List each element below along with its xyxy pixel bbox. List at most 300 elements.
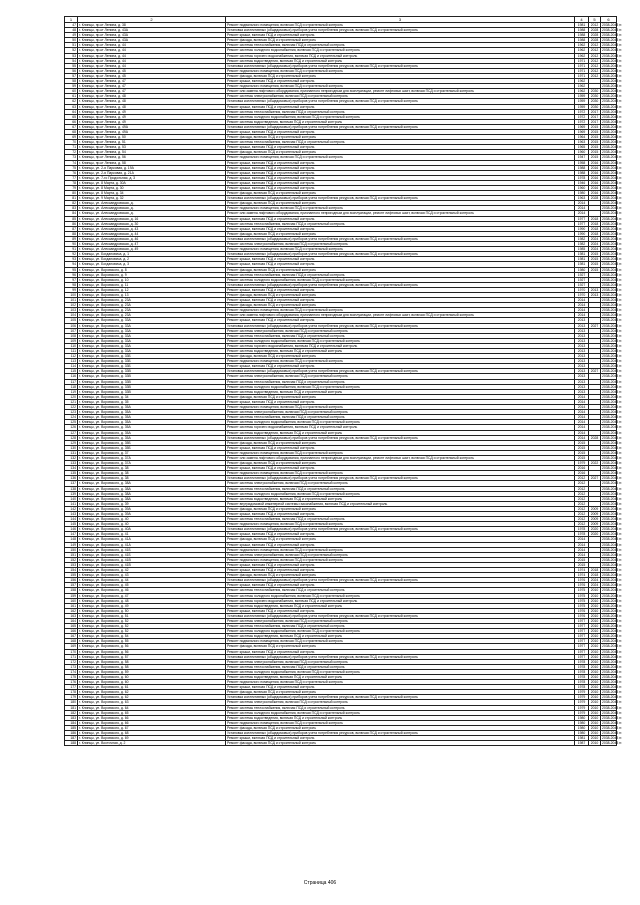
work-type-cell: Ремонт системы холодного водоснабжения, включая ПСД и строительный контроль — [226, 277, 575, 282]
year-built-cell: 1988 — [575, 170, 589, 175]
work-type-cell: Ремонт фасада, включая ПСД и строительный контроль — [226, 73, 575, 78]
row-number: 153 — [65, 562, 78, 567]
row-number: 53 — [65, 53, 78, 58]
work-type-cell: Ремонт крыши, включая ПСД и строительный контроль — [226, 568, 575, 573]
work-type-cell: Ремонт крыши, включая ПСД и строительный контроль — [226, 79, 575, 84]
row-number: 62 — [65, 99, 78, 104]
year-built-cell: 2015 — [575, 445, 589, 450]
year-last-repair-cell: 2015 — [589, 150, 601, 155]
work-type-cell: Ремонт системы горячего водоснабжения, включая ПСД и строительный контроль — [226, 343, 575, 348]
planned-period-cell: 2038-2043 гг. — [602, 410, 623, 415]
year-built-cell: 2014 — [575, 537, 589, 542]
year-last-repair-cell: 2010 — [589, 618, 601, 623]
year-last-repair-cell: 2010 — [589, 680, 601, 685]
year-built-cell: 2013 — [575, 364, 589, 369]
year-built-cell: 2014 — [575, 308, 589, 313]
row-number: 61 — [65, 94, 78, 99]
address-cell: г. Клинцы, ул. Воровского, д. 39А — [78, 506, 226, 511]
year-last-repair-cell: 2015 — [589, 145, 601, 150]
row-number: 107 — [65, 328, 78, 333]
address-cell: г. Клинцы, пр-кт Ленина, д. 49 — [78, 119, 226, 124]
address-cell: г. Клинцы, ул. Воровского, д. 39 — [78, 501, 226, 506]
page-number: Страница 406 — [303, 880, 337, 886]
year-built-cell: 1978 — [575, 664, 589, 669]
work-type-cell: Ремонт системы горячего водоснабжения, включая ПСД и строительный контроль — [226, 598, 575, 603]
work-type-cell: Ремонт системы водоотведения, включая ПСД и строительный контроль — [226, 430, 575, 435]
column-number-3: 3 — [226, 17, 575, 23]
year-last-repair-cell: 2010 — [589, 639, 601, 644]
year-built-cell: 1976 — [575, 583, 589, 588]
row-number: 76 — [65, 170, 78, 175]
year-last-repair-cell: 2027 — [589, 323, 601, 328]
year-last-repair-cell: 2010 — [589, 720, 601, 725]
planned-period-cell: 2038-2043 гг. — [602, 349, 623, 353]
work-type-cell: Ремонт или замена лифтового оборудования, признанного непригодным для эксплуатации, ремонт лифтовых шахт, включая ПСД и строительный контроль — [226, 455, 575, 460]
year-last-repair-cell: 2017 — [589, 119, 601, 124]
address-cell: г. Клинцы, ул. Воровского, д. 33Б — [78, 354, 226, 359]
address-cell: г. Клинцы, пр-кт Ленина, д. 44 — [78, 48, 226, 53]
planned-period-cell: 2038-2043 гг. — [602, 634, 623, 639]
planned-period-cell: 2038-2043 гг. — [602, 445, 623, 450]
work-type-cell: Ремонт системы теплоснабжения, включая ПСД и строительный контроль — [226, 588, 575, 593]
planned-period-cell: 2038-2043 гг. — [602, 79, 623, 84]
row-number: 131 — [65, 450, 78, 455]
year-last-repair-cell: 2015 — [589, 252, 601, 257]
row-number: 163 — [65, 613, 78, 618]
address-cell: г. Клинцы, ул. Воровского, д. 35Б — [78, 440, 226, 445]
address-cell: г. Клинцы, ул. Воровского, д. 9 — [78, 272, 226, 277]
year-last-repair-cell: 2013 — [589, 287, 601, 292]
row-number: 122 — [65, 405, 78, 410]
work-type-cell: Ремонт системы горячего водоснабжения, включая ПСД и строительный контроль — [226, 425, 575, 430]
planned-period-cell: 2038-2043 гг. — [602, 690, 623, 695]
planned-period-cell: 2038-2043 гг. — [602, 649, 623, 654]
work-type-cell: Ремонт подвального помещения, включая ПСД и строительный контроль — [226, 23, 575, 28]
year-last-repair-cell: 2010 — [589, 715, 601, 720]
work-type-cell: Ремонт системы холодного водоснабжения, включая ПСД и строительный контроль — [226, 491, 575, 496]
year-built-cell: 1976 — [575, 578, 589, 583]
planned-period-cell: 2038-2043 гг. — [602, 129, 623, 134]
row-number: 118 — [65, 384, 78, 389]
row-number: 175 — [65, 675, 78, 680]
work-type-cell: Ремонт системы теплоснабжения, включая ПСД и строительный контроль — [226, 333, 575, 338]
address-cell: г. Клинцы, пр-кт Ленина, д. 43А — [78, 38, 226, 43]
row-number: 117 — [65, 379, 78, 384]
planned-period-cell: 2038-2043 гг. — [602, 491, 623, 496]
planned-period-cell: 2038-2043 гг. — [602, 450, 623, 455]
row-number: 47 — [65, 23, 78, 28]
row-number: 150 — [65, 547, 78, 552]
work-type-cell: Ремонт крыши, включая ПСД и строительный контроль — [226, 33, 575, 38]
year-built-cell: 1980 — [575, 725, 589, 730]
row-number: 88 — [65, 231, 78, 236]
work-type-cell: Ремонт фасада, включая ПСД и строительный контроль — [226, 191, 575, 196]
work-type-cell: Ремонт фасада, включая ПСД и строительный контроль — [226, 506, 575, 511]
planned-period-cell: 2038-2043 гг. — [602, 211, 623, 216]
year-built-cell: 1962 — [575, 84, 589, 89]
row-number: 82 — [65, 201, 78, 206]
year-last-repair-cell: 2012 — [589, 48, 601, 53]
planned-period-cell: 2038-2043 гг. — [602, 471, 623, 476]
planned-period-cell: 2038-2043 гг. — [602, 532, 623, 537]
row-number: 104 — [65, 313, 78, 318]
address-cell: г. Клинцы, пр-кт Ленина, д. 53 — [78, 145, 226, 150]
year-built-cell: 1964 — [575, 135, 589, 140]
year-built-cell: 1927 — [575, 272, 589, 277]
row-number: 63 — [65, 104, 78, 109]
year-built-cell: 1972 — [575, 119, 589, 124]
planned-period-cell: 2038-2043 гг. — [602, 292, 623, 297]
year-built-cell: 1988 — [575, 28, 589, 33]
year-built-cell: 2013 — [575, 374, 589, 379]
year-built-cell: 1981 — [575, 257, 589, 262]
address-cell: г. Клинцы, ул. Воровского, д. 62 — [78, 690, 226, 695]
address-cell: г. Клинцы, ул. Воровского, д. 38 — [78, 471, 226, 476]
year-built-cell: 1970 — [575, 292, 589, 297]
address-cell: г. Клинцы, ул. Воровского, д. 33А — [78, 343, 226, 348]
work-type-cell: Ремонт крыши, включая ПСД и строительный контроль — [226, 257, 575, 262]
address-cell: г. Клинцы, ул. Александровская, д. — [78, 206, 226, 211]
address-cell: г. Клинцы, ул. Воровского, д. 55 — [78, 639, 226, 644]
address-cell: г. Клинцы, ул. Богдановича, д. 2 — [78, 257, 226, 262]
row-number: 177 — [65, 685, 78, 690]
year-last-repair-cell: 2030 — [589, 94, 601, 99]
year-built-cell: 2014 — [575, 303, 589, 308]
work-type-cell: Ремонт системы электроснабжения, включая ПСД и строительный контроль — [226, 410, 575, 415]
planned-period-cell: 2038-2043 гг. — [602, 38, 623, 43]
address-cell: г. Клинцы, ул. Воровского, д. 33В — [78, 389, 226, 394]
address-cell: г. Клинцы, ул. Воровского, д. 39А — [78, 512, 226, 517]
year-last-repair-cell: 2009 — [589, 517, 601, 522]
planned-period-cell: 2038-2043 гг. — [602, 389, 623, 394]
address-cell: г. Клинцы, ул. Воровского, д. 38А — [78, 496, 226, 501]
address-cell: г. Клинцы, пр-кт Ленина, д. 48 — [78, 99, 226, 104]
row-number: 80 — [65, 191, 78, 196]
address-cell: г. Клинцы, ул. Воровского, д. 38А — [78, 491, 226, 496]
planned-period-cell: 2038-2043 гг. — [602, 517, 623, 522]
row-number: 185 — [65, 725, 78, 730]
row-number: 89 — [65, 236, 78, 241]
address-cell: г. Клинцы, ул. Воровского, д. 35А — [78, 415, 226, 420]
work-type-cell: Ремонт или замена лифтового оборудования, признанного непригодным для эксплуатации, ремонт лифтовых шахт, включая ПСД и строительный контроль — [226, 211, 575, 216]
planned-period-cell: 2038-2043 гг. — [602, 613, 623, 618]
address-cell: г. Клинцы, ул. Воровского, д. 33А — [78, 338, 226, 343]
planned-period-cell: 2038-2043 гг. — [602, 73, 623, 78]
row-number: 146 — [65, 527, 78, 532]
row-number: 138 — [65, 486, 78, 491]
address-cell: г. Клинцы, пр-кт Ленина, д. 43А — [78, 33, 226, 38]
year-built-cell: 1975 — [575, 603, 589, 608]
year-built-cell: 1927 — [575, 282, 589, 287]
work-type-cell: Ремонт фасада, включая ПСД и строительный контроль — [226, 231, 575, 236]
address-cell: г. Клинцы, пр-кт Ленина, д. 38 — [78, 23, 226, 28]
work-type-cell: Ремонт системы электроснабжения, включая ПСД и строительный контроль — [226, 481, 575, 486]
year-last-repair-cell: 2010 — [589, 613, 601, 618]
planned-period-cell: 2038-2043 гг. — [602, 725, 623, 730]
row-number: 84 — [65, 211, 78, 216]
address-cell: г. Клинцы, ул. Воровского, д. 52 — [78, 618, 226, 623]
row-number: 137 — [65, 481, 78, 486]
row-number: 169 — [65, 644, 78, 649]
address-cell: г. Клинцы, ул. Воровского, д. 33А — [78, 349, 226, 354]
year-built-cell: 2014 — [575, 547, 589, 552]
year-last-repair-cell: 2012 — [589, 53, 601, 58]
column-number-6: 6 — [601, 17, 617, 23]
address-cell: г. Клинцы, ул. Воровского, д. 11 — [78, 282, 226, 287]
year-built-cell: 2012 — [575, 486, 589, 491]
planned-period-cell: 2038-2043 гг. — [602, 318, 623, 323]
row-number: 115 — [65, 369, 78, 374]
planned-period-cell: 2038-2043 гг. — [602, 557, 623, 562]
year-built-cell: 1959 — [575, 99, 589, 104]
address-cell: г. Клинцы, пр-кт Ленина, д. 43А — [78, 28, 226, 33]
work-type-cell: Ремонт крыши, включая ПСД и строительный контроль — [226, 287, 575, 292]
year-last-repair-cell: 2010 — [589, 725, 601, 730]
year-built-cell: 1969 — [575, 129, 589, 134]
address-cell: г. Клинцы, ул. Воровского, д. 12 — [78, 287, 226, 292]
work-type-cell: Установка коллективных (общедомовых) приборов учета потребления ресурсов, включая ПСД и строительный контроль — [226, 527, 575, 532]
work-type-cell: Установка коллективных (общедомовых) приборов учета потребления ресурсов, включая ПСД и строительный контроль — [226, 369, 575, 374]
year-built-cell: 2014 — [575, 399, 589, 404]
year-last-repair-cell: 2010 — [589, 669, 601, 674]
planned-period-cell: 2038-2043 гг. — [602, 741, 623, 746]
year-built-cell: 2012 — [575, 522, 589, 527]
year-last-repair-cell: 2018 — [589, 568, 601, 573]
year-last-repair-cell: 2015 — [589, 257, 601, 262]
year-last-repair-cell: 2030 — [589, 104, 601, 109]
address-cell: г. Клинцы, ул. Воровского, д. 23А — [78, 298, 226, 303]
address-cell: г. Клинцы, ул. 2-я Парковая, д. 21А — [78, 170, 226, 175]
year-built-cell: 1988 — [575, 33, 589, 38]
address-cell: г. Клинцы, ул. Богдановича, д. 3 — [78, 262, 226, 267]
planned-period-cell: 2038-2043 гг. — [602, 542, 623, 547]
address-cell: г. Клинцы, ул. Воровского, д. 58 — [78, 664, 226, 669]
work-type-cell: Ремонт системы теплоснабжения, включая ПСД и строительный контроль — [226, 379, 575, 384]
row-number: 127 — [65, 430, 78, 435]
planned-period-cell: 2038-2043 гг. — [602, 53, 623, 58]
row-number: 184 — [65, 720, 78, 725]
work-type-cell: Ремонт подвального помещения, включая ПСД и строительный контроль — [226, 522, 575, 527]
address-cell: г. Клинцы, пр-кт Ленина, д. 44 — [78, 63, 226, 68]
year-built-cell: 2013 — [575, 369, 589, 374]
work-type-cell: Ремонт системы теплоснабжения, включая ПСД и строительный контроль — [226, 486, 575, 491]
address-cell: г. Клинцы, ул. Воровского, д. 38А — [78, 481, 226, 486]
year-built-cell: 1978 — [575, 532, 589, 537]
address-cell: г. Клинцы, ул. Воровского, д. 10 — [78, 277, 226, 282]
year-built-cell: 1975 — [575, 588, 589, 593]
work-type-cell: Ремонт подвального помещения, включая ПСД и строительный контроль — [226, 155, 575, 160]
year-built-cell: 2014 — [575, 394, 589, 399]
year-built-cell: 1974 — [575, 568, 589, 573]
row-number: 132 — [65, 455, 78, 460]
work-type-cell: Ремонт крыши, включая ПСД и строительный контроль — [226, 466, 575, 471]
work-type-cell: Установка коллективных (общедомовых) приборов учета потребления ресурсов, включая ПСД и строительный контроль — [226, 476, 575, 481]
year-built-cell: 2012 — [575, 476, 589, 481]
year-built-cell: 2013 — [575, 318, 589, 323]
planned-period-cell: 2038-2043 гг. — [602, 583, 623, 588]
address-cell: г. Клинцы, ул. Воровского, д. 64 — [78, 705, 226, 710]
address-cell: г. Клинцы, пр-кт Ленина, д. 48 — [78, 104, 226, 109]
row-number: 91 — [65, 247, 78, 252]
planned-period-cell: 2038-2043 гг. — [602, 338, 623, 343]
row-number: 156 — [65, 578, 78, 583]
address-cell: г. Клинцы, ул. Воровского, д. 41А — [78, 542, 226, 547]
row-number: 110 — [65, 343, 78, 348]
planned-period-cell: 2038-2043 гг. — [602, 715, 623, 720]
planned-period-cell: 2038-2043 гг. — [602, 425, 623, 430]
address-cell: г. Клинцы, ул. Воровского, д. 66 — [78, 715, 226, 720]
planned-period-cell: 2038-2043 гг. — [602, 476, 623, 481]
year-built-cell: 1971 — [575, 63, 589, 68]
work-type-cell: Ремонт системы холодного водоснабжения, включая ПСД и строительный контроль — [226, 114, 575, 119]
planned-period-cell: 2038-2043 гг. — [602, 267, 623, 272]
planned-period-cell: 2038-2043 гг. — [602, 364, 623, 369]
work-type-cell: Ремонт системы холодного водоснабжения, включая ПСД и строительный контроль — [226, 48, 575, 53]
planned-period-cell: 2038-2043 гг. — [602, 221, 623, 226]
year-last-repair-cell: 2016 — [589, 160, 601, 165]
work-type-cell: Ремонт подвального помещения, включая ПСД и строительный контроль — [226, 247, 575, 252]
address-cell: г. Клинцы, ул. Александровская, д. 30 — [78, 221, 226, 226]
row-number: 71 — [65, 145, 78, 150]
address-cell: г. Клинцы, ул. Воровского, д. 35А — [78, 420, 226, 425]
work-type-cell: Ремонт системы водоотведения, включая ПСД и строительный контроль — [226, 349, 575, 354]
year-built-cell: 2013 — [575, 359, 589, 364]
year-built-cell: 2013 — [575, 389, 589, 394]
planned-period-cell: 2038-2043 гг. — [602, 644, 623, 649]
planned-period-cell: 2038-2043 гг. — [602, 374, 623, 379]
planned-period-cell: 2038-2043 гг. — [602, 379, 623, 384]
year-last-repair-cell: 2012 — [589, 23, 601, 28]
work-type-cell: Ремонт крыши, включая ПСД и строительный контроль — [226, 685, 575, 690]
year-built-cell: 1974 — [575, 573, 589, 578]
address-cell: г. Клинцы, ул. Воровского, д. 38А — [78, 486, 226, 491]
year-last-repair-cell: 2010 — [589, 731, 601, 736]
year-last-repair-cell: 2016 — [589, 186, 601, 191]
planned-period-cell: 2038-2043 гг. — [602, 43, 623, 48]
address-cell: г. Клинцы, пр-кт Ленина, д. 51 — [78, 140, 226, 145]
row-number: 159 — [65, 593, 78, 598]
planned-period-cell: 2038-2043 гг. — [602, 23, 623, 27]
planned-period-cell: 2038-2043 гг. — [602, 618, 623, 623]
address-cell: г. Клинцы, ул. Воровского, д. 35А — [78, 405, 226, 410]
year-built-cell: 1978 — [575, 659, 589, 664]
year-built-cell: 1979 — [575, 695, 589, 700]
year-built-cell: 1977 — [575, 634, 589, 639]
work-type-cell: Ремонт фасада, включая ПСД и строительный контроль — [226, 725, 575, 730]
work-type-cell: Установка коллективных (общедомовых) приборов учета потребления ресурсов, включая ПСД и строительный контроль — [226, 124, 575, 129]
year-built-cell: 2012 — [575, 506, 589, 511]
year-built-cell: 1977 — [575, 221, 589, 226]
row-number: 77 — [65, 175, 78, 180]
year-built-cell: 2014 — [575, 405, 589, 410]
work-type-cell: Ремонт подвального помещения, включая ПСД и строительный контроль — [226, 68, 575, 73]
address-cell: г. Клинцы, пр-кт Ленина, д. 49А — [78, 129, 226, 134]
year-last-repair-cell: 2010 — [589, 690, 601, 695]
work-type-cell: Ремонт подвального помещения, включая ПСД и строительный контроль — [226, 639, 575, 644]
row-number: 56 — [65, 68, 78, 73]
year-built-cell: 1977 — [575, 644, 589, 649]
address-cell: г. Клинцы, пр-кт Ленина, д. 45 — [78, 68, 226, 73]
year-built-cell: 1971 — [575, 73, 589, 78]
address-cell: г. Клинцы, ул. Воровского, д. 33В — [78, 384, 226, 389]
year-built-cell: 2015 — [575, 562, 589, 567]
address-cell: г. Клинцы, ул. Воровского, д. 38 — [78, 476, 226, 481]
year-built-cell: 1972 — [575, 114, 589, 119]
work-type-cell: Ремонт крыши, включая ПСД и строительный контроль — [226, 532, 575, 537]
planned-period-cell: 2038-2043 гг. — [602, 33, 623, 38]
planned-period-cell: 2038-2043 гг. — [602, 323, 623, 328]
year-built-cell: 1970 — [575, 287, 589, 292]
year-last-repair-cell: 2010 — [589, 588, 601, 593]
year-built-cell: 1962 — [575, 48, 589, 53]
work-type-cell: Установка коллективных (общедомовых) приборов учета потребления ресурсов, включая ПСД и строительный контроль — [226, 654, 575, 659]
planned-period-cell: 2038-2043 гг. — [602, 608, 623, 613]
address-cell: г. Клинцы, ул. Воровского, д. 23А — [78, 303, 226, 308]
address-cell: г. Клинцы, ул. Воровского, д. 40 — [78, 517, 226, 522]
row-number: 187 — [65, 736, 78, 741]
year-last-repair-cell: 2009 — [589, 506, 601, 511]
year-built-cell: 1962 — [575, 53, 589, 58]
year-last-repair-cell: 2018 — [589, 216, 601, 221]
planned-period-cell: 2038-2043 гг. — [602, 180, 623, 185]
row-number: 78 — [65, 180, 78, 185]
row-number: 111 — [65, 349, 78, 354]
row-number: 139 — [65, 491, 78, 496]
year-built-cell: 1965 — [575, 145, 589, 150]
capital-repair-table — [64, 16, 623, 746]
row-number: 157 — [65, 583, 78, 588]
year-last-repair-cell: 2024 — [589, 247, 601, 252]
address-cell: г. Клинцы, ул. Воровского, д. 59 — [78, 669, 226, 674]
address-cell: г. Клинцы, ул. Воровского, д. 41В — [78, 557, 226, 562]
row-number: 135 — [65, 471, 78, 476]
year-built-cell: 2014 — [575, 420, 589, 425]
year-built-cell: 1977 — [575, 649, 589, 654]
year-built-cell: 1980 — [575, 720, 589, 725]
year-built-cell: 1981 — [575, 262, 589, 267]
planned-period-cell: 2038-2043 гг. — [602, 28, 623, 33]
year-built-cell: 2015 — [575, 557, 589, 562]
year-built-cell: 2013 — [575, 343, 589, 348]
address-cell: г. Клинцы, ул. Воровского, д. 35А — [78, 425, 226, 430]
row-number: 148 — [65, 537, 78, 542]
address-cell: г. Клинцы, ул. Воровского, д. 57 — [78, 654, 226, 659]
address-cell: г. Клинцы, ул. Александровская, д. — [78, 211, 226, 216]
row-number: 179 — [65, 695, 78, 700]
planned-period-cell: 2038-2043 гг. — [602, 84, 623, 89]
year-built-cell: 1981 — [575, 252, 589, 257]
planned-period-cell: 2038-2043 гг. — [602, 114, 623, 119]
planned-period-cell: 2038-2043 гг. — [602, 262, 623, 267]
work-type-cell: Ремонт системы теплоснабжения, включая ПСД и строительный контроль — [226, 43, 575, 48]
work-type-cell: Ремонт подвального помещения, включая ПСД и строительный контроль — [226, 206, 575, 211]
address-cell: г. Клинцы, ул. Воровского, д. 50 — [78, 608, 226, 613]
year-last-repair-cell: 2018 — [589, 231, 601, 236]
year-last-repair-cell: 2010 — [589, 675, 601, 680]
year-built-cell: 2014 — [575, 430, 589, 435]
year-last-repair-cell: 2017 — [589, 109, 601, 114]
year-last-repair-cell: 2018 — [589, 226, 601, 231]
year-built-cell: 1977 — [575, 624, 589, 629]
row-number: 67 — [65, 124, 78, 129]
planned-period-cell: 2038-2043 гг. — [602, 343, 623, 348]
year-built-cell: 1971 — [575, 68, 589, 73]
work-type-cell: Ремонт системы теплоснабжения, включая ПСД и строительный контроль — [226, 705, 575, 710]
work-type-cell: Ремонт системы горячего водоснабжения, включая ПСД и строительный контроль — [226, 53, 575, 58]
year-last-repair-cell: 2010 — [589, 644, 601, 649]
row-number: 142 — [65, 506, 78, 511]
work-type-cell: Установка коллективных (общедомовых) приборов учета потребления ресурсов, включая ПСД и строительный контроль — [226, 695, 575, 700]
